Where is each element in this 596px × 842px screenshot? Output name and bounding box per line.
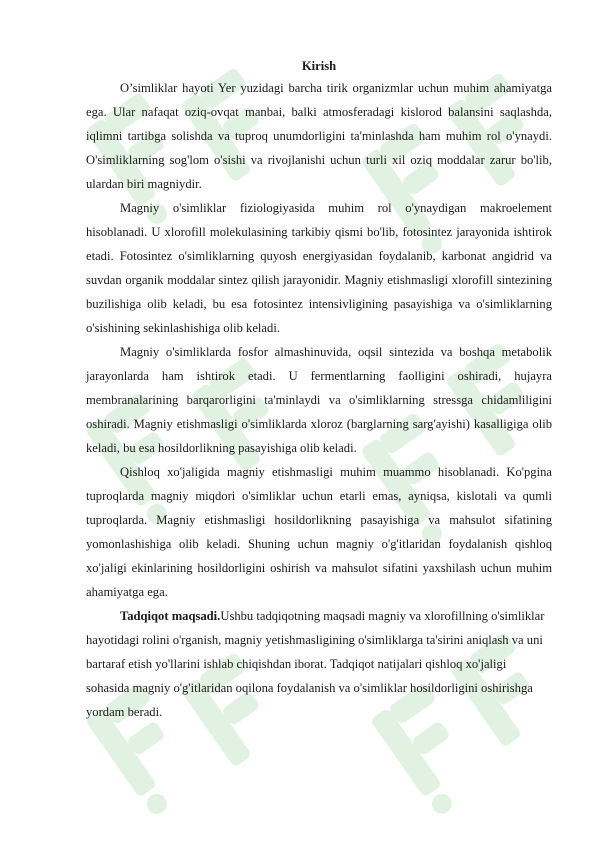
research-aim-label: Tadqiqot maqsadi.: [120, 609, 221, 623]
paragraph-research-aim: [86, 604, 552, 724]
research-aim-text: Ushbu tadqiqotning maqsadi magniy va xlorofillning o'simliklar hayotidagi rolini o'rganish, magniy yetishmasligining o'simliklarga ta'sirini aniqlash va uni bartaraf etish yo'llarini ishlab chiqishdan iborat. Tadqiqot natijalari qishloq xo'jaligi sohasida magniy o'g'itlaridan oqilona foydalanish va o'simliklar hosildorligini oshirishga yordam beradi.: [86, 609, 545, 719]
section-title: Kirish: [301, 59, 337, 73]
paragraph-metabolism: Magniy o'simliklarda fosfor almashinuvida, oqsil sintezida va boshqa metabolik jarayonlarda ham ishtirok etadi. U fermentlarning faolligini oshiradi, hujayra membranalarining barqarorligini ta'minlaydi va o'simliklarning stressga chidamliligini oshiradi. Magniy etishmasligi o'simliklarda xloroz (barglarning sarg'ayishi) kasalligiga olib keladi, bu esa hosildorlikning pasayishiga olib keladi.: [86, 345, 552, 455]
document-body: [86, 58, 552, 724]
paragraph-magnesium-role: Magniy o'simliklar fiziologiyasida muhim rol o'ynaydigan makroelement hisoblanadi. U xlorofill molekulasining tarkibiy qismi bo'lib, fotosintez jarayonida ishtirok etadi. Fotosintez o'simliklarning quyosh energiyasidan foydalanib, karbonat angidrid va suvdan organik moddalar sintez qilish jarayonidir. Magniy etishmasligi xlorofill sintezining buzilishiga olib keladi, bu esa fotosintez intensivligining pasayishiga va o'simliklarning o'sishining sekinlashishiga olib keladi.: [86, 201, 552, 335]
paragraph-agriculture: Qishloq xo'jaligida magniy etishmasligi muhim muammo hisoblanadi. Ko'pgina tuproqlarda magniy miqdori o'simliklar uchun etarli emas, ayniqsa, kislotali va qumli tuproqlarda. Magniy etishmasligi hosildorlikning pasayishiga va mahsulot sifatining yomonlashishiga olib keladi. Shuning uchun magniy o'g'itlaridan foydalanish qishloq xo'jaligi ekinlarining hosildorligini oshirish va mahsulot sifatini yaxshilash uchun muhim ahamiyatga ega.: [86, 465, 552, 599]
paragraph-intro: O’simliklar hayoti Yer yuzidagi barcha tirik organizmlar uchun muhim ahamiyatga ega. Ular nafaqat oziq-ovqat manbai, balki atmosferadagi kislorod balansini saqlashda, iqlimni tartibga solishda va tuproq unumdorligini ta'minlashda ham muhim rol o'ynaydi. O'simliklarning sog'lom o'sishi va rivojlanishi uchun turli xil oziq moddalar zarur bo'lib, ulardan biri magniydir.: [86, 81, 552, 191]
